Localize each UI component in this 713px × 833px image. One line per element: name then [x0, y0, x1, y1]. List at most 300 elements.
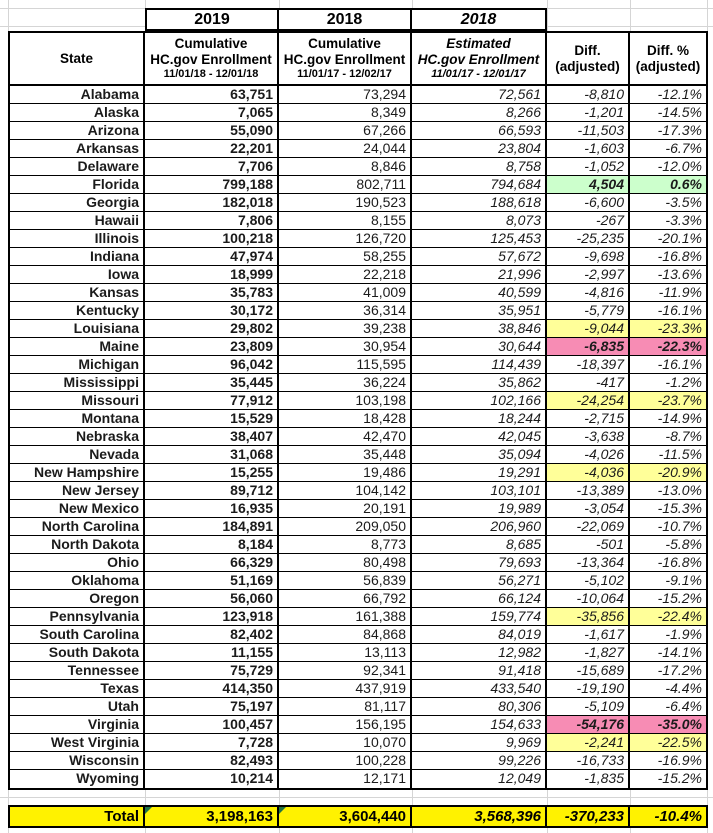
enrollment-2018-est-cell[interactable]: 99,226	[412, 752, 547, 769]
year-header-row	[145, 8, 547, 31]
diff-pct-cell[interactable]: -22.4%	[630, 608, 706, 625]
diff-cell[interactable]: 4,504	[547, 176, 630, 193]
table-row	[10, 374, 706, 392]
cell-flag-triangle	[279, 807, 286, 814]
enrollment-2018-cell[interactable]: 80,498	[279, 554, 412, 571]
diff-pct-cell[interactable]: -15.2%	[657, 590, 702, 606]
total-2018-value: 3,604,440	[339, 808, 406, 825]
diff-pct-cell[interactable]: -15.2%	[657, 770, 702, 786]
enrollment-2018-cell[interactable]: 58,255	[279, 248, 412, 265]
state-cell[interactable]: Utah	[10, 698, 145, 715]
enrollment-2019-cell[interactable]: 96,042	[145, 356, 279, 373]
diff-pct-cell[interactable]: -12.1%	[657, 86, 702, 102]
state-cell[interactable]: Louisiana	[10, 320, 145, 337]
state-cell[interactable]: Georgia	[10, 194, 145, 211]
enrollment-2019-cell[interactable]: 30,172	[145, 302, 279, 319]
enrollment-2018-cell[interactable]: 115,595	[279, 356, 412, 373]
total-label-cell[interactable]: Total	[10, 807, 145, 826]
enrollment-2018-cell[interactable]: 30,954	[279, 338, 412, 355]
state-cell[interactable]: Alaska	[10, 104, 145, 121]
diff-pct-cell[interactable]: -14.5%	[657, 104, 702, 120]
state-cell[interactable]: Kentucky	[10, 302, 145, 319]
diff-cell[interactable]: -9,698	[547, 248, 630, 265]
header-line: HC.gov Enrollment	[150, 52, 272, 67]
table-row	[10, 158, 706, 176]
state-cell[interactable]: Iowa	[10, 266, 145, 283]
diff-pct-cell[interactable]: -35.0%	[630, 716, 706, 733]
diff-pct-cell[interactable]: -13.6%	[657, 266, 702, 282]
enrollment-2019-cell[interactable]: 23,809	[145, 338, 279, 355]
enrollment-2018-est-cell[interactable]: 188,618	[412, 194, 547, 211]
table-row	[10, 770, 706, 788]
table-row	[10, 86, 706, 104]
table-row	[10, 140, 706, 158]
diff-pct-cell[interactable]: -11.9%	[658, 284, 702, 300]
header-date-range: 11/01/18 - 12/01/18	[163, 68, 259, 80]
table-row	[10, 194, 706, 212]
enrollment-2018-est-cell[interactable]: 35,094	[412, 446, 547, 463]
enrollment-2018-cell[interactable]: 161,388	[279, 608, 412, 625]
table-row	[10, 392, 706, 410]
year-2019-header[interactable]: 2019	[147, 10, 279, 29]
table-row	[10, 590, 706, 608]
enrollment-2018-est-cell[interactable]: 56,271	[412, 572, 547, 589]
enrollment-2018-cell[interactable]: 19,486	[279, 464, 412, 481]
state-cell[interactable]: New Mexico	[10, 500, 145, 517]
enrollment-2018-est-cell[interactable]: 91,418	[412, 662, 547, 679]
enrollment-2018-cell[interactable]: 81,117	[279, 698, 412, 715]
table-row	[10, 284, 706, 302]
enrollment-2019-cell[interactable]: 7,728	[145, 734, 279, 751]
diff-cell[interactable]: -6,600	[547, 194, 630, 211]
diff-cell[interactable]: -16,733	[547, 752, 630, 769]
diff-pct-cell[interactable]: -23.3%	[630, 320, 706, 337]
enrollment-2018-est-cell[interactable]: 57,672	[412, 248, 547, 265]
state-cell[interactable]: Oklahoma	[10, 572, 145, 589]
diff-cell[interactable]: -3,638	[547, 428, 630, 445]
state-cell[interactable]: New Hampshire	[10, 464, 145, 481]
state-cell[interactable]: Virginia	[10, 716, 145, 733]
diff-cell[interactable]: -8,810	[547, 86, 630, 103]
diff-cell[interactable]: -18,397	[547, 356, 630, 373]
diff-cell[interactable]: -19,190	[547, 680, 630, 697]
state-cell[interactable]: North Dakota	[10, 536, 145, 553]
diff-cell[interactable]: -13,389	[547, 482, 630, 499]
state-cell[interactable]: Arkansas	[10, 140, 145, 157]
enrollment-2019-cell[interactable]: 18,999	[145, 266, 279, 283]
state-cell[interactable]: Nebraska	[10, 428, 145, 445]
state-cell[interactable]: Oregon	[10, 590, 145, 607]
diff-cell[interactable]: -6,835	[547, 338, 630, 355]
enrollment-2018-cell[interactable]: 104,142	[279, 482, 412, 499]
diff-pct-cell[interactable]: -20.9%	[630, 464, 706, 481]
state-cell[interactable]: Hawaii	[10, 212, 145, 229]
enrollment-2019-cell[interactable]: 31,068	[145, 446, 279, 463]
diff-pct-cell[interactable]: -16.1%	[657, 302, 702, 318]
enrollment-2018-cell[interactable]: 35,448	[279, 446, 412, 463]
state-cell[interactable]: Florida	[10, 176, 145, 193]
enrollment-2018-column-header[interactable]	[279, 33, 412, 84]
diff-cell[interactable]: -1,617	[547, 626, 630, 643]
enrollment-2018-cell[interactable]: 100,228	[279, 752, 412, 769]
enrollment-2018-est-cell[interactable]: 23,804	[412, 140, 547, 157]
table-row	[10, 410, 706, 428]
total-diff-cell[interactable]: -370,233	[547, 807, 630, 826]
table-row	[10, 572, 706, 590]
diff-pct-cell[interactable]: -17.2%	[657, 662, 702, 678]
enrollment-2018-cell[interactable]: 67,266	[279, 122, 412, 139]
diff-column-header[interactable]	[547, 33, 630, 84]
diff-pct-cell[interactable]: -23.7%	[630, 392, 706, 409]
enrollment-2019-cell[interactable]: 29,802	[145, 320, 279, 337]
table-row	[10, 302, 706, 320]
header-line: Diff.	[574, 42, 601, 58]
diff-pct-cell[interactable]: -16.8%	[657, 248, 702, 264]
table-row	[10, 212, 706, 230]
diff-cell[interactable]: -1,827	[547, 644, 630, 661]
enrollment-2018-cell[interactable]: 36,314	[279, 302, 412, 319]
enrollment-2019-cell[interactable]: 22,201	[145, 140, 279, 157]
enrollment-2018-est-cell[interactable]: 79,693	[412, 554, 547, 571]
enrollment-2018-est-cell[interactable]: 102,166	[412, 392, 547, 409]
enrollment-2018-est-cell[interactable]: 35,951	[412, 302, 547, 319]
enrollment-2018-cell[interactable]: 20,191	[279, 500, 412, 517]
enrollment-2019-cell[interactable]: 66,329	[145, 554, 279, 571]
diff-pct-cell[interactable]: -13.0%	[657, 482, 702, 498]
state-cell[interactable]: Maine	[10, 338, 145, 355]
enrollment-2018-est-cell[interactable]: 40,599	[412, 284, 547, 301]
state-cell[interactable]: Michigan	[10, 356, 145, 373]
enrollment-2019-cell[interactable]: 55,090	[145, 122, 279, 139]
state-cell[interactable]: Arizona	[10, 122, 145, 139]
enrollment-2019-cell[interactable]: 414,350	[145, 680, 279, 697]
enrollment-2018-est-cell[interactable]: 794,684	[412, 176, 547, 193]
cell-flag-triangle	[145, 807, 152, 814]
year-2018-header[interactable]: 2018	[279, 10, 412, 29]
enrollment-2018-est-cell[interactable]: 8,073	[412, 212, 547, 229]
diff-cell[interactable]: -22,069	[547, 518, 630, 535]
diff-cell[interactable]: -11,503	[547, 122, 630, 139]
header-line: Cumulative	[174, 36, 248, 51]
year-2018-estimated-header[interactable]: 2018	[460, 11, 497, 28]
diff-pct-cell[interactable]: -6.4%	[665, 698, 702, 714]
table-row	[10, 536, 706, 554]
diff-cell[interactable]: -13,364	[547, 554, 630, 571]
enrollment-2019-cell[interactable]: 75,197	[145, 698, 279, 715]
diff-cell[interactable]: -2,997	[547, 266, 630, 283]
enrollment-2018-est-cell[interactable]: 80,306	[412, 698, 547, 715]
total-row	[8, 805, 708, 828]
total-2019-value: 3,198,163	[206, 808, 273, 825]
enrollment-2018-cell[interactable]: 209,050	[279, 518, 412, 535]
enrollment-2018-cell[interactable]: 437,919	[279, 680, 412, 697]
enrollment-2018-cell[interactable]: 92,341	[279, 662, 412, 679]
table-row	[10, 608, 706, 626]
table-row	[10, 122, 706, 140]
state-cell[interactable]: Kansas	[10, 284, 145, 301]
total-2018-estimated-cell[interactable]: 3,568,396	[412, 807, 547, 826]
diff-cell[interactable]: -9,044	[547, 320, 630, 337]
enrollment-2018-cell[interactable]: 84,868	[279, 626, 412, 643]
enrollment-2019-cell[interactable]: 75,729	[145, 662, 279, 679]
enrollment-2018-cell[interactable]: 42,470	[279, 428, 412, 445]
enrollment-2018-cell[interactable]: 66,792	[279, 590, 412, 607]
enrollment-2019-cell[interactable]: 100,457	[145, 716, 279, 733]
enrollment-2018-est-cell[interactable]: 84,019	[412, 626, 547, 643]
diff-pct-cell[interactable]: -14.1%	[657, 644, 702, 660]
total-diff-pct-cell[interactable]: -10.4%	[654, 808, 702, 825]
diff-pct-cell[interactable]: -22.5%	[630, 734, 706, 751]
diff-pct-cell[interactable]: -15.3%	[657, 500, 702, 516]
enrollment-2018-cell[interactable]: 13,113	[279, 644, 412, 661]
enrollment-2019-cell[interactable]: 182,018	[145, 194, 279, 211]
table-row	[10, 176, 706, 194]
diff-pct-cell[interactable]: -12.0%	[657, 158, 702, 174]
header-line: Diff. %	[647, 42, 689, 58]
state-cell[interactable]: North Carolina	[10, 518, 145, 535]
enrollment-2019-cell[interactable]: 77,912	[145, 392, 279, 409]
diff-cell[interactable]: -35,856	[547, 608, 630, 625]
enrollment-2018-cell[interactable]: 156,195	[279, 716, 412, 733]
enrollment-2019-cell[interactable]: 35,783	[145, 284, 279, 301]
diff-pct-cell[interactable]: -16.9%	[657, 752, 702, 768]
table-row	[10, 644, 706, 662]
header-line: (adjusted)	[555, 58, 620, 74]
diff-pct-cell[interactable]: -10.7%	[657, 518, 702, 534]
enrollment-2018-cell[interactable]: 190,523	[279, 194, 412, 211]
state-cell[interactable]: South Dakota	[10, 644, 145, 661]
enrollment-2018-est-cell[interactable]: 114,439	[412, 356, 547, 373]
diff-cell[interactable]: -1,835	[547, 770, 630, 788]
enrollment-2018-est-cell[interactable]: 12,049	[412, 770, 547, 788]
state-cell[interactable]: Indiana	[10, 248, 145, 265]
diff-pct-cell[interactable]: -1.9%	[665, 626, 702, 642]
enrollment-2018-cell[interactable]: 39,238	[279, 320, 412, 337]
state-cell[interactable]: Montana	[10, 410, 145, 427]
enrollment-2018-cell[interactable]: 10,070	[279, 734, 412, 751]
enrollment-2018-est-cell[interactable]: 19,989	[412, 500, 547, 517]
enrollment-2018-est-cell[interactable]: 159,774	[412, 608, 547, 625]
table-row	[10, 230, 706, 248]
diff-cell[interactable]: -4,026	[547, 446, 630, 463]
state-cell[interactable]: Wisconsin	[10, 752, 145, 769]
enrollment-2019-column-header[interactable]	[145, 33, 279, 84]
enrollment-2018-est-cell[interactable]: 433,540	[412, 680, 547, 697]
diff-pct-cell[interactable]: -9.1%	[665, 572, 702, 588]
table-row	[10, 680, 706, 698]
header-date-range: 11/01/17 - 12/01/17	[431, 68, 526, 80]
enrollment-2018-cell[interactable]: 22,218	[279, 266, 412, 283]
enrollment-2018-est-cell[interactable]: 72,561	[412, 86, 547, 103]
gridline	[0, 797, 713, 798]
state-cell[interactable]: Nevada	[10, 446, 145, 463]
table-row	[10, 554, 706, 572]
table-row	[10, 446, 706, 464]
enrollment-2018-est-cell[interactable]: 42,045	[412, 428, 547, 445]
diff-cell[interactable]: -1,052	[547, 158, 630, 175]
diff-cell[interactable]: -417	[547, 374, 630, 391]
diff-pct-cell[interactable]: -5.8%	[665, 536, 702, 552]
diff-cell[interactable]: -54,176	[547, 716, 630, 733]
table-row	[10, 626, 706, 644]
enrollment-2018-est-cell[interactable]: 12,982	[412, 644, 547, 661]
enrollment-2019-cell[interactable]: 63,751	[145, 86, 279, 103]
state-cell[interactable]: South Carolina	[10, 626, 145, 643]
enrollment-2018-est-cell[interactable]: 154,633	[412, 716, 547, 733]
enrollment-2018-est-cell[interactable]: 8,266	[412, 104, 547, 121]
diff-cell[interactable]: -1,603	[547, 140, 630, 157]
table-row	[10, 698, 706, 716]
enrollment-2019-cell[interactable]: 7,806	[145, 212, 279, 229]
state-cell[interactable]: Wyoming	[10, 770, 145, 788]
column-header-row	[8, 31, 708, 86]
state-cell[interactable]: Mississippi	[10, 374, 145, 391]
state-header-label: State	[59, 50, 93, 66]
header-line: Estimated	[446, 36, 511, 51]
diff-cell[interactable]: -24,254	[547, 392, 630, 409]
state-cell[interactable]: West Virginia	[10, 734, 145, 751]
enrollment-2019-cell[interactable]: 11,155	[145, 644, 279, 661]
state-cell[interactable]: New Jersey	[10, 482, 145, 499]
enrollment-2019-cell[interactable]: 184,891	[145, 518, 279, 535]
enrollment-2018-cell[interactable]: 8,349	[279, 104, 412, 121]
diff-pct-column-header[interactable]	[630, 33, 706, 84]
enrollment-2019-cell[interactable]: 89,712	[145, 482, 279, 499]
enrollment-2018-est-cell[interactable]: 30,644	[412, 338, 547, 355]
diff-cell[interactable]: -2,715	[547, 410, 630, 427]
enrollment-2018-est-cell[interactable]: 9,969	[412, 734, 547, 751]
enrollment-2019-cell[interactable]: 15,255	[145, 464, 279, 481]
table-row	[10, 518, 706, 536]
diff-pct-cell[interactable]: -22.3%	[630, 338, 706, 355]
diff-pct-cell[interactable]: 0.6%	[630, 176, 706, 193]
diff-cell[interactable]: -5,109	[547, 698, 630, 715]
enrollment-2019-cell[interactable]: 7,706	[145, 158, 279, 175]
enrollment-2018-est-cell[interactable]: 35,862	[412, 374, 547, 391]
state-cell[interactable]: Tennessee	[10, 662, 145, 679]
enrollment-2018-est-cell[interactable]: 38,846	[412, 320, 547, 337]
diff-cell[interactable]: -15,689	[547, 662, 630, 679]
diff-pct-cell[interactable]: -17.3%	[657, 122, 702, 138]
enrollment-2018-cell[interactable]: 41,009	[279, 284, 412, 301]
diff-cell[interactable]: -501	[547, 536, 630, 553]
state-cell[interactable]: Delaware	[10, 158, 145, 175]
table-row	[10, 338, 706, 356]
enrollment-2018-cell[interactable]: 56,839	[279, 572, 412, 589]
state-cell[interactable]: Ohio	[10, 554, 145, 571]
table-row	[10, 752, 706, 770]
enrollment-2018-cell[interactable]: 8,773	[279, 536, 412, 553]
diff-cell[interactable]: -10,064	[547, 590, 630, 607]
enrollment-2018-est-cell[interactable]: 8,758	[412, 158, 547, 175]
enrollment-2019-cell[interactable]: 16,935	[145, 500, 279, 517]
enrollment-2018-cell[interactable]: 12,171	[279, 770, 412, 788]
enrollment-2019-cell[interactable]: 35,445	[145, 374, 279, 391]
diff-pct-cell[interactable]: -14.9%	[657, 410, 702, 426]
diff-pct-cell[interactable]: -16.8%	[657, 554, 702, 570]
enrollment-2018-cell[interactable]: 802,711	[279, 176, 412, 193]
enrollment-2019-cell[interactable]: 82,493	[145, 752, 279, 769]
enrollment-2018-cell[interactable]: 24,044	[279, 140, 412, 157]
state-cell[interactable]: Alabama	[10, 86, 145, 103]
diff-cell[interactable]: -25,235	[547, 230, 630, 247]
header-line: (adjusted)	[635, 58, 701, 74]
total-2019-cell[interactable]	[145, 807, 279, 826]
diff-cell[interactable]: -267	[547, 212, 630, 229]
total-2018-cell[interactable]	[279, 807, 412, 826]
diff-pct-cell[interactable]: -11.5%	[658, 446, 702, 462]
enrollment-2018-est-cell[interactable]: 103,101	[412, 482, 547, 499]
enrollment-2019-cell[interactable]: 82,402	[145, 626, 279, 643]
diff-cell[interactable]: -1,201	[547, 104, 630, 121]
diff-pct-cell[interactable]: -6.7%	[665, 140, 702, 156]
enrollment-2018-estimated-column-header[interactable]	[412, 33, 547, 84]
header-date-range: 11/01/17 - 12/02/17	[297, 68, 392, 80]
diff-pct-cell[interactable]: -4.4%	[665, 680, 702, 696]
enrollment-2018-cell[interactable]: 126,720	[279, 230, 412, 247]
enrollment-2018-cell[interactable]: 18,428	[279, 410, 412, 427]
enrollment-2019-cell[interactable]: 123,918	[145, 608, 279, 625]
enrollment-2018-cell[interactable]: 103,198	[279, 392, 412, 409]
enrollment-2019-cell[interactable]: 8,184	[145, 536, 279, 553]
enrollment-2018-est-cell[interactable]: 66,593	[412, 122, 547, 139]
state-cell[interactable]: Pennsylvania	[10, 608, 145, 625]
state-cell[interactable]: Missouri	[10, 392, 145, 409]
enrollment-2019-cell[interactable]: 51,169	[145, 572, 279, 589]
diff-pct-cell[interactable]: -3.5%	[665, 194, 702, 210]
diff-cell[interactable]: -2,241	[547, 734, 630, 751]
enrollment-2019-cell[interactable]: 56,060	[145, 590, 279, 607]
diff-pct-cell[interactable]: -20.1%	[657, 230, 702, 246]
diff-pct-cell[interactable]: -3.3%	[665, 212, 702, 228]
enrollment-2018-cell[interactable]: 73,294	[279, 86, 412, 103]
table-row	[10, 662, 706, 680]
enrollment-2018-est-cell[interactable]: 19,291	[412, 464, 547, 481]
enrollment-2018-est-cell[interactable]: 66,124	[412, 590, 547, 607]
enrollment-2018-cell[interactable]: 36,224	[279, 374, 412, 391]
enrollment-2018-est-cell[interactable]: 206,960	[412, 518, 547, 535]
enrollment-2018-cell[interactable]: 8,846	[279, 158, 412, 175]
diff-pct-cell[interactable]: -16.1%	[657, 356, 702, 372]
enrollment-2019-cell[interactable]: 7,065	[145, 104, 279, 121]
diff-cell[interactable]: -3,054	[547, 500, 630, 517]
state-column-header[interactable]	[10, 33, 145, 84]
enrollment-2019-cell[interactable]: 100,218	[145, 230, 279, 247]
enrollment-2018-est-cell[interactable]: 125,453	[412, 230, 547, 247]
state-cell[interactable]: Texas	[10, 680, 145, 697]
enrollment-2019-cell[interactable]: 10,214	[145, 770, 279, 788]
enrollment-2018-cell[interactable]: 8,155	[279, 212, 412, 229]
enrollment-2019-cell[interactable]: 47,974	[145, 248, 279, 265]
enrollment-2019-cell[interactable]: 15,529	[145, 410, 279, 427]
enrollment-2019-cell[interactable]: 799,188	[145, 176, 279, 193]
diff-pct-cell[interactable]: -1.2%	[665, 374, 702, 390]
diff-cell[interactable]: -5,779	[547, 302, 630, 319]
table-row	[10, 266, 706, 284]
diff-cell[interactable]: -5,102	[547, 572, 630, 589]
state-cell[interactable]: Illinois	[10, 230, 145, 247]
diff-cell[interactable]: -4,816	[547, 284, 630, 301]
header-line: HC.gov Enrollment	[283, 52, 406, 67]
diff-cell[interactable]: -4,036	[547, 464, 630, 481]
enrollment-2018-est-cell[interactable]: 18,244	[412, 410, 547, 427]
diff-pct-cell[interactable]: -8.7%	[665, 428, 702, 444]
enrollment-2018-est-cell[interactable]: 21,996	[412, 266, 547, 283]
table-row	[10, 500, 706, 518]
enrollment-2018-est-cell[interactable]: 8,685	[412, 536, 547, 553]
table-row	[10, 320, 706, 338]
enrollment-2019-cell[interactable]: 38,407	[145, 428, 279, 445]
